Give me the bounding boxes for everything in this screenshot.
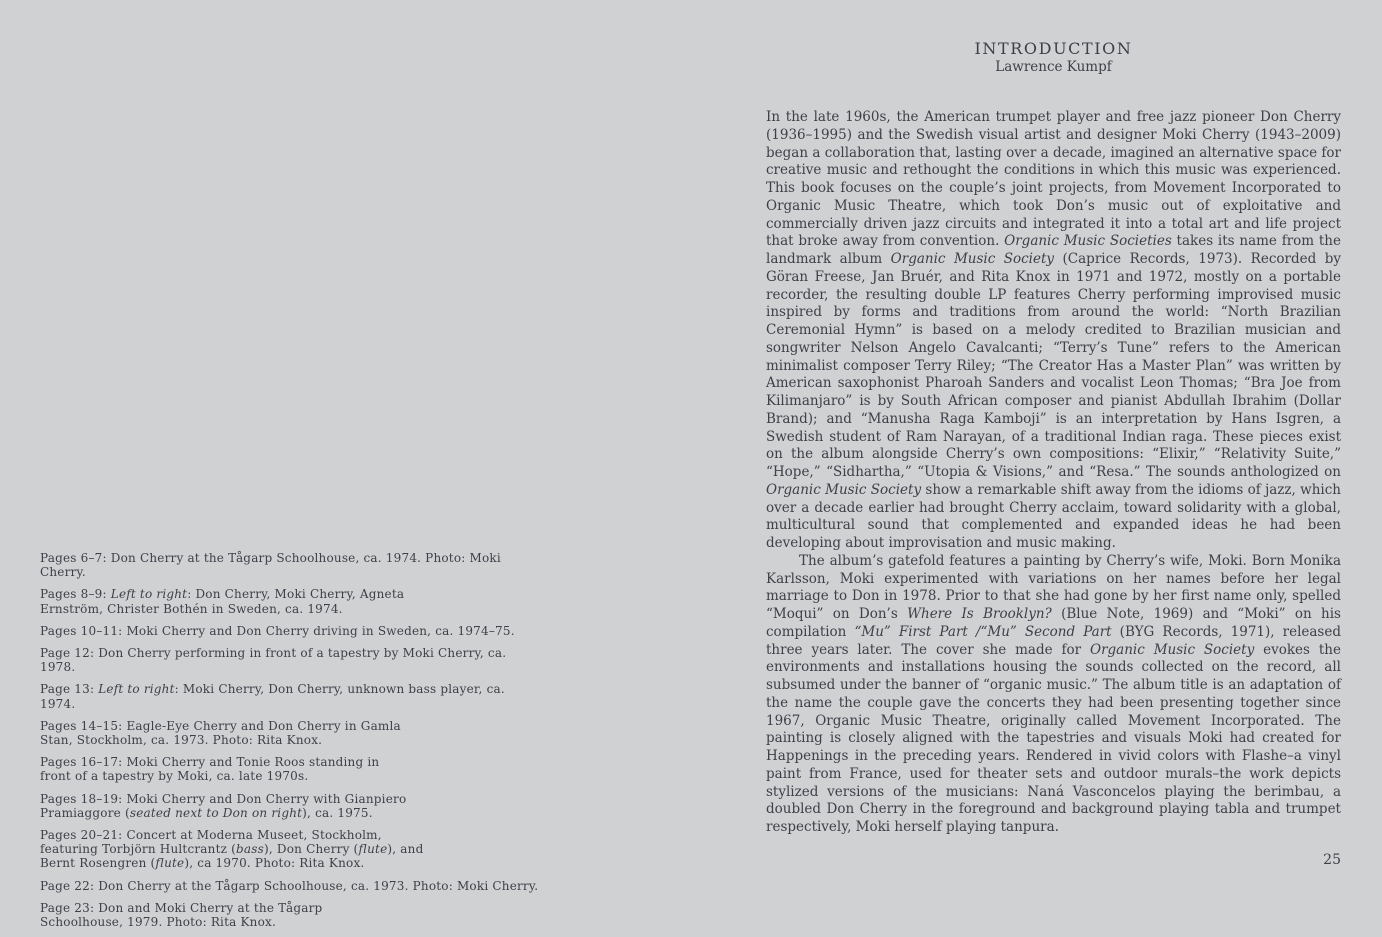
caption-item: Page 13: Left to right: Moki Cherry, Don Cherry, unknown bass player, ca. 1974.: [40, 682, 505, 711]
left-page-captions-list: [40, 551, 540, 937]
caption-item: Pages 16–17: Moki Cherry and Tonie Roos standing in front of a tapestry by Moki, ca. late 1970s.: [40, 755, 380, 784]
intro-body-text: [766, 109, 1341, 837]
body-paragraph: The album’s gatefold features a painting by Cherry’s wife, Moki. Born Monika Karlsson, Moki experimented with variations on her names before her legal marriage to Don in 1978. Prior to that she had gone by her first name only, spelled “Moqui” on Don’s Where Is Brooklyn? (Blue Note, 1969) and “Moki” on his compilation “Mu” First Part /“Mu” Second Part (BYG Records, 1971), released three years later. The cover she made for Organic Music Society evokes the environments and installations housing the sounds collected on the record, all subsumed under the banner of “organic music.” The album title is an adaptation of the name the couple gave the concerts they had been presenting together since 1967, Organic Music Theatre, originally called Movement Incorporated. The painting is closely aligned with the tapestries and visuals Moki had created for Happenings in the preceding years. Rendered in vivid colors with Flashe–a vinyl paint from France, used for theater sets and outdoor murals–the work depicts stylized versions of the musicians: Naná Vasconcelos playing the berimbau, a doubled Don Cherry in the foreground and background playing tabla and trumpet respectively, Moki herself playing tanpura.: [766, 552, 1341, 835]
caption-item: Pages 10–11: Moki Cherry and Don Cherry driving in Sweden, ca. 1974–75.: [40, 623, 515, 638]
page-title: INTRODUCTION: [974, 39, 1133, 58]
page-number: 25: [1323, 852, 1341, 868]
caption-item: Pages 18–19: Moki Cherry and Don Cherry with Gianpiero Pramiaggore (seated next to Don on right), ca. 1975.: [40, 791, 407, 820]
body-paragraph: In the late 1960s, the American trumpet player and free jazz pioneer Don Cherry (1936–1995) and the Swedish visual artist and designer Moki Cherry (1943–2009) began a collaboration that, lasting over a decade, imagined an alternative space for creative music and rethought the conditions in which this music was experienced. This book focuses on the couple’s joint projects, from Movement Incorporated to Organic Music Theatre, which took Don’s music out of exploitative and commercially driven jazz circuits and integrated it into a total art and life project that broke away from convention. Organic Music Societies takes its name from the landmark album Organic Music Society (Caprice Records, 1973). Recorded by Göran Freese, Jan Bruér, and Rita Knox in 1971 and 1972, mostly on a portable recorder, the resulting double LP features Cherry performing improvised music inspired by forms and traditions from around the world: “North Brazilian Ceremonial Hymn” is based on a melody credited to Brazilian musician and songwriter Nelson Angelo Cavalcanti; “Terry’s Tune” refers to the American minimalist composer Terry Riley; “The Creator Has a Master Plan” was written by American saxophonist Pharoah Sanders and vocalist Leon Thomas; “Bra Joe from Kilimanjaro” is by South African composer and pianist Abdullah Ibrahim (Dollar Brand); and “Manusha Raga Kamboji” is an interpretation by Hans Isgren, a Swedish student of Ram Narayan, of a traditional Indian raga. These pieces exist on the album alongside Cherry’s own compositions: “Elixir,” “Relativity Suite,” “Hope,” “Sidhartha,” “Utopia & Visions,” and “Resa.” The sounds anthologized on Organic Music Society show a remarkable shift away from the idioms of jazz, which over a decade earlier had brought Cherry acclaim, toward solidarity with a global, multicultural sound that complemented and expanded ideas he had been developing about improvisation and music making.: [766, 109, 1341, 551]
caption-item: Page 22: Don Cherry at the Tågarp Schoolhouse, ca. 1973. Photo: Moki Cherry.: [40, 878, 539, 893]
author-byline: Lawrence Kumpf: [995, 59, 1112, 75]
caption-item: Pages 6–7: Don Cherry at the Tågarp Schoolhouse, ca. 1974. Photo: Moki Cherry.: [40, 551, 501, 580]
caption-item: Page 12: Don Cherry performing in front of a tapestry by Moki Cherry, ca. 1978.: [40, 646, 507, 675]
caption-item: Page 23: Don and Moki Cherry at the Tågarp Schoolhouse, 1979. Photo: Rita Knox.: [40, 900, 323, 930]
caption-item: Pages 8–9: Left to right: Don Cherry, Moki Cherry, Agneta Ernström, Christer Bothén in Sweden, ca. 1974.: [40, 587, 405, 616]
caption-item: Pages 20–21: Concert at Moderna Museet, Stockholm, featuring Torbjörn Hultcrantz (bass), Don Cherry (flute), and Bernt Rosengren (flute), ca 1970. Photo: Rita Knox.: [40, 828, 424, 871]
right-page-text-column: [766, 40, 1341, 837]
caption-item: Pages 14–15: Eagle-Eye Cherry and Don Cherry in Gamla Stan, Stockholm, ca. 1973. Photo: Rita Knox.: [40, 718, 401, 748]
